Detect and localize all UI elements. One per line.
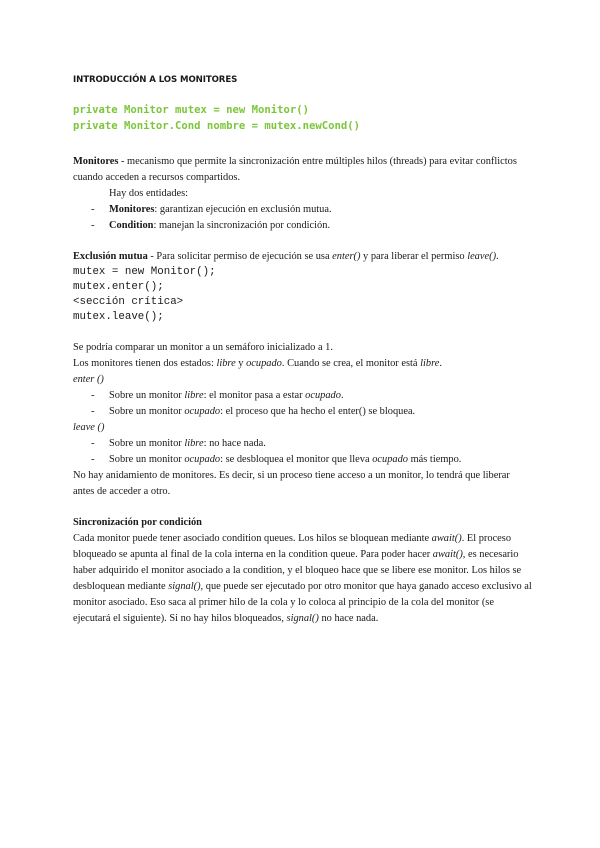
page-title: INTRODUCCIÓN A LOS MONITORES [73,75,238,85]
declaration-code [73,102,533,134]
term-exclusion: Exclusión mutua [73,251,148,262]
monitores-definition [73,154,533,186]
list-item: - Condition: manejan la sincronización por condición. [91,220,331,231]
enter-ref: enter() [332,251,361,262]
list-item: - Sobre un monitor ocupado: se desbloquea el monitor que lleva ocupado más tiempo. [91,454,462,465]
list-item: - Sobre un monitor ocupado: el proceso que ha hecho el enter() se bloquea. [91,406,416,417]
anidamiento-paragraph: No hay anidamiento de monitores. Es decir, si un proceso tiene acceso a un monitor, lo tendrá que liberar antes de acceder a otro. [73,470,510,497]
code-line: mutex.enter(); [73,281,164,293]
item-term: Condition [109,220,154,231]
code-line: mutex = new Monitor(); [73,266,216,278]
list-item: - Monitores: garantizan ejecución en exclusión mutua. [91,204,332,215]
semaforo-line: Se podría comparar un monitor a un semáforo inicializado a 1. [73,342,333,353]
leave-ref: leave() [467,251,497,262]
enter-label: enter () [73,374,104,385]
sincronizacion-paragraph: Cada monitor puede tener asociado condition queues. Los hilos se bloquean mediante await(). El proceso bloqueado se apunta al final de la cola interna en la condition queue. Para poder hacer await(), es necesario haber adquirido el monitor asociado a la condition, y el bloqueo hace que se libere ese monitor. Los hilos se desbloquean mediante signal(), que puede ser ejecutado por otro monitor que haya ganado acceso exclusivo al monitor asociado. Eso saca al primer hilo de la cola y lo coloca al principio de la cola del monitor (se ejecutará el siguiente). Si no hay hilos bloqueados, signal() no hace nada. [73,533,532,624]
entities-intro: Hay dos entidades: [109,188,189,199]
estados-line: Los monitores tienen dos estados: libre y ocupado. Cuando se crea, el monitor está libre. [73,358,442,369]
item-term: Monitores [109,204,155,215]
item-text: : manejan la sincronización por condición. [153,220,331,231]
leave-label: leave () [73,422,105,433]
list-item: - Sobre un monitor libre: no hace nada. [91,438,266,449]
declaration-line: private Monitor mutex = new Monitor() [73,104,309,116]
document-body [73,72,533,627]
term-monitores: Monitores [73,156,119,167]
declaration-line: private Monitor.Cond nombre = mutex.newCond() [73,120,361,132]
code-line: mutex.leave(); [73,311,164,323]
code-line: <sección crítica> [73,296,184,308]
sincronizacion-heading: Sincronización por condición [73,517,202,528]
exclusion-paragraph: Exclusión mutua - Para solicitar permiso de ejecución se usa enter() y para liberar el permiso leave(). [73,251,499,262]
exclusion-code [73,265,533,325]
list-item: - Sobre un monitor libre: el monitor pasa a estar ocupado. [91,390,344,401]
definition-text: - mecanismo que permite la sincronización entre múltiples hilos (threads) para evitar conflictos cuando acceden a recursos compartidos. [73,156,517,183]
item-text: : garantizan ejecución en exclusión mutua. [154,204,332,215]
